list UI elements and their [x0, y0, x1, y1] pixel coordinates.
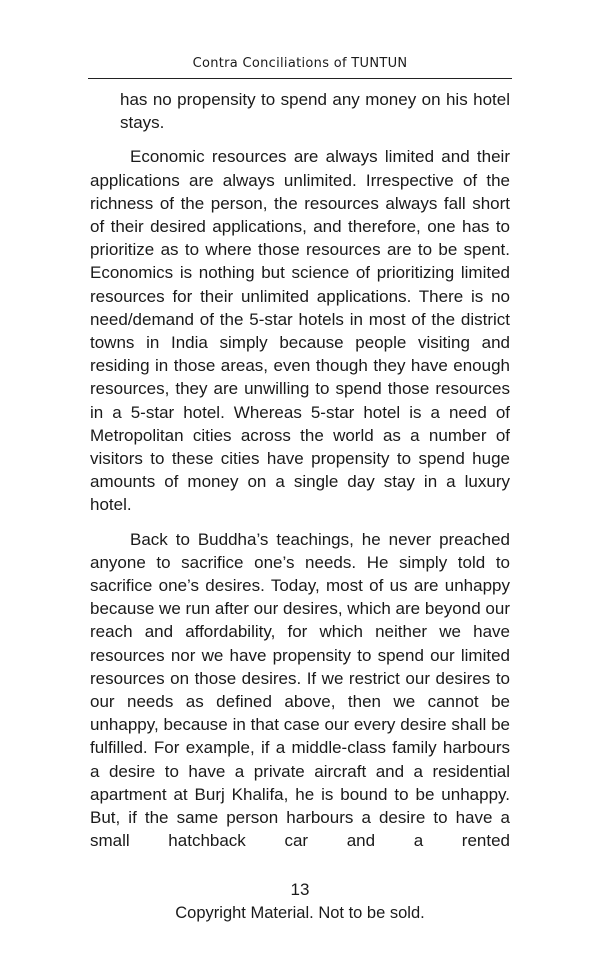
page-number: 13 — [290, 880, 310, 899]
running-header: Contra Conciliations of TUNTUN — [192, 56, 408, 71]
copyright-notice: Copyright Material. Not to be sold. — [175, 904, 425, 922]
paragraph-continued: has no propensity to spend any money on his hotel stays. — [120, 90, 510, 133]
page-body — [90, 88, 510, 853]
paragraph-buddha-teachings: Back to Buddha’s teachings, he never preached anyone to sacrifice one’s needs. He simply told to sacrifice one’s desires. Today, most of us are unhappy because we run after our desires, which are beyond our reach and affordability, for which neither we have resources nor we have propensity to spend our limited resources on those desires. If we restrict our desires to our needs as defined above, then we cannot be unhappy, because in that case our every desire shall be fulfilled. For example, if a middle-class family harbours a desire to have a private aircraft and a residential apartment at Burj Khalifa, he is bound to be unhappy. But, if the same person harbours a desire to have a small hatchback car and a rented — [90, 529, 510, 851]
paragraph-economic-resources: Economic resources are always limited and their applications are always unlimited. Irrespective of the richness of the person, the resources always fall short of their desired applications, and therefore, one has to prioritize as to where those resources are to be spent. Economics is nothing but science of prioritizing limited resources for their unlimited applications. There is no need/demand of the 5-star hotels in most of the district towns in India simply because people visiting and residing in those areas, even though they have enough resources, they are unwilling to spend those resources in a 5-star hotel. Whereas 5-star hotel is a need of Metropolitan cities across the world as a number of visitors to these cities have propensity to spend huge amounts of money on a single day stay in a luxury hotel. — [90, 147, 510, 515]
header-divider — [88, 78, 512, 79]
